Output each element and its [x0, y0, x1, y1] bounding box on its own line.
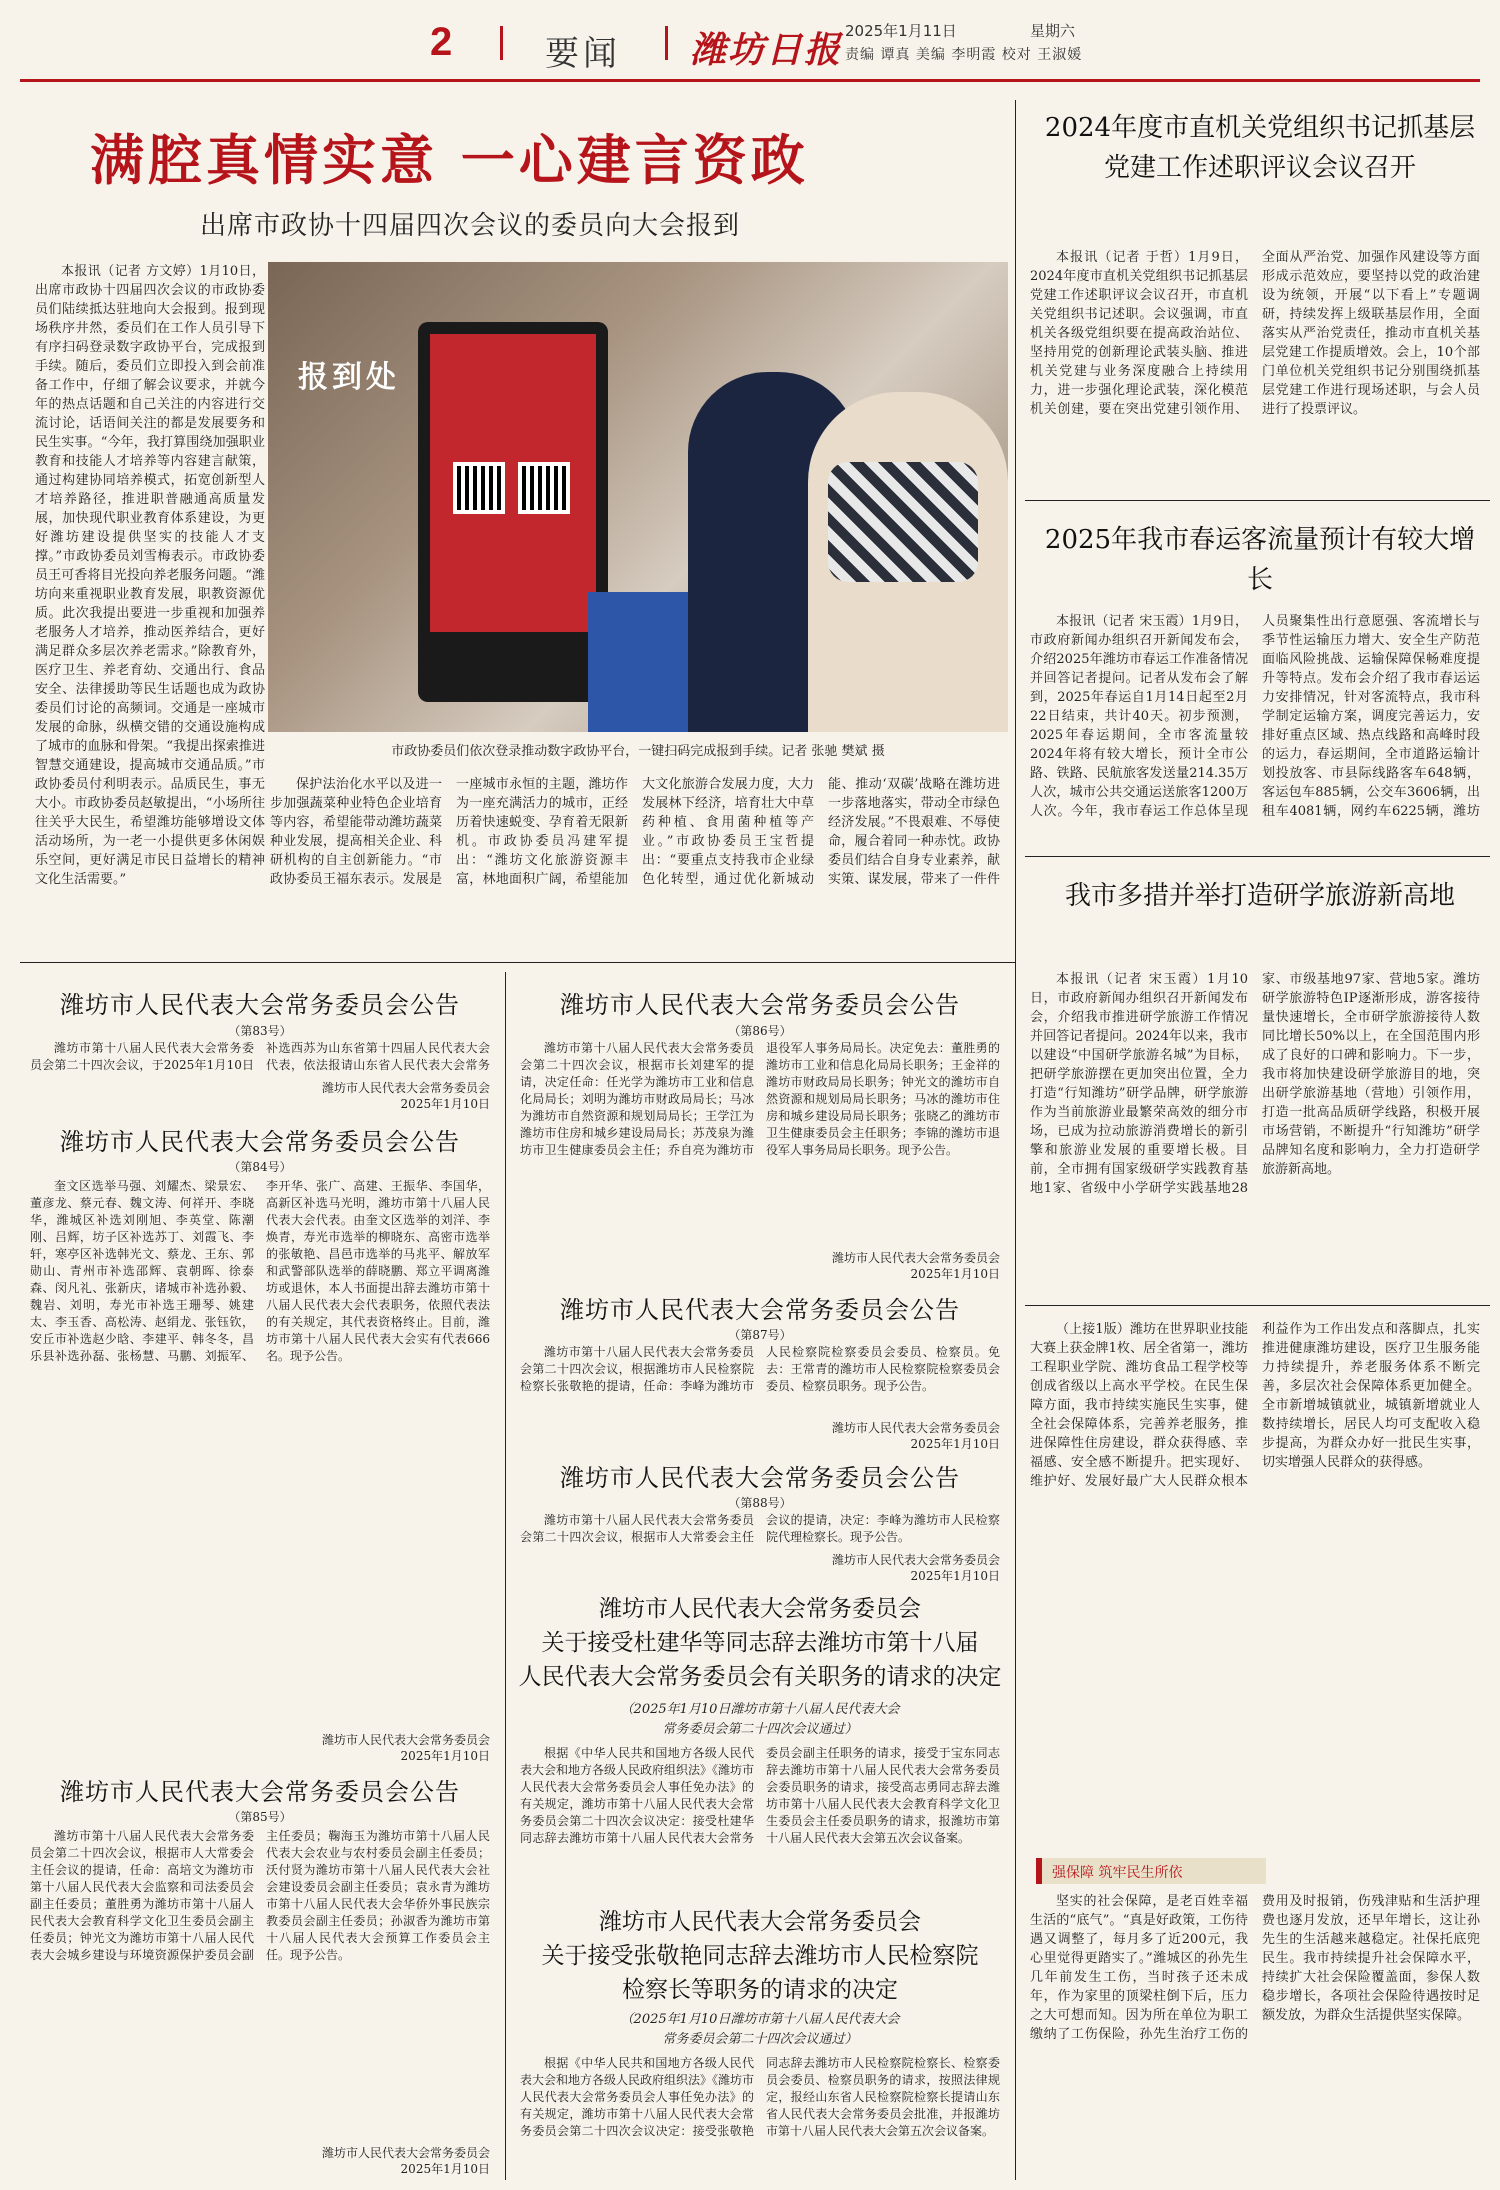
- announcement-87-title: 潍坊市人民代表大会常务委员会公告: [560, 1296, 960, 1324]
- decision-1-sub-line: （2025年1月10日潍坊市第十八届人民代表大会: [620, 1702, 900, 1717]
- decision-1-title-line: 潍坊市人民代表大会常务委员会: [599, 1596, 921, 1622]
- decision-2-title-line: 检察长等职务的请求的决定: [622, 1977, 898, 2003]
- decision-1-title-line: 关于接受杜建华等同志辞去潍坊市第十八届: [541, 1630, 979, 1656]
- side-story-1-body: [1030, 248, 1480, 483]
- side-story-1-text: 本报讯（记者 于哲）1月9日，2024年度市直机关党组织书记抓基层党建工作述职评议会议召开，市直机关党组织书记述职。会议强调，市直机关各级党组织要在提高政治站位、坚持用党的创新理论武装头脑、推进机关党建与业务深度融合上持续用力，进一步强化理论武装，深化模范机关创建，要在突出党建引领作用、全面从严治党、加强作风建设等方面形成示范效应，要坚持以党的政治建设为统领，开展“以下看上”专题调研，持续发挥上级联基层作用，全面落实从严治党责任，推动市直机关基层党建工作提质增效。会上，10个部门单位机关党组织书记分别围绕抓基层党建工作进行现场述职，与会人员进行了投票评议。: [1030, 250, 1480, 417]
- decision-1-title-line: 人民代表大会常务委员会有关职务的请求的决定: [518, 1664, 1002, 1690]
- qr-code-icon: [453, 462, 505, 514]
- side-story-5-text: 坚实的社会保障，是老百姓幸福生活的“底气”。“真是好政策，工伤待遇又调整了，每月多了近200元，我心里觉得更踏实了。”潍城区的孙先生几年前发生工伤，当时孩子还未成年，作为家里的顶梁柱倒下后，压力之大可想而知。因为所在单位为职工缴纳了工伤保险，孙先生治疗工伤的费用及时报销，伤残津贴和生活护理费也逐月发放，还早年增长，这让孙先生的生活越来越稳定。社保托底兜民生。我市持续提升社会保障水平，持续扩大社会保险覆盖面，参保人数稳步增长，各项社会保险待遇按时足额发放，为群众生活提供坚实保障。: [1030, 1894, 1480, 2042]
- announcement-85-signature: [250, 2145, 490, 2177]
- kiosk-sign-text: 报到处: [298, 360, 400, 395]
- decision-2-sub-line: 常务委员会第二十四次会议通过）: [662, 2032, 858, 2047]
- qr-code-icon: [518, 462, 570, 514]
- announcement-87-number: （第87号）: [728, 1328, 792, 1342]
- announcement-84-title: 潍坊市人民代表大会常务委员会公告: [60, 1128, 460, 1156]
- issue-date: 2025年1月11日: [845, 22, 957, 40]
- announcement-85-date: 2025年1月10日: [400, 2162, 490, 2176]
- announcement-85-body: [30, 1828, 490, 2138]
- scarf-illustration: [828, 462, 978, 582]
- column-rule: [505, 972, 506, 2180]
- side-story-3-headline: 我市多措并举打造研学旅游新高地: [1064, 881, 1455, 911]
- announcement-88-title: 潍坊市人民代表大会常务委员会公告: [560, 1464, 960, 1492]
- announcement-83-org: 潍坊市人民代表大会常务委员会: [321, 1081, 490, 1095]
- announcement-86-date: 2025年1月10日: [910, 1267, 1000, 1281]
- section-rule: [20, 962, 1015, 963]
- issue-weekday: 星期六: [1030, 22, 1076, 40]
- decision-1-subtitle: [515, 1700, 1005, 1740]
- announcement-86-number: （第86号）: [728, 1024, 792, 1038]
- masthead-divider: [665, 26, 668, 60]
- editor-credits: 责编 谭真 美编 李明霞 校对 王淑媛: [845, 47, 1083, 63]
- announcement-87-body: [520, 1344, 1000, 1419]
- announcement-87-date: 2025年1月10日: [910, 1437, 1000, 1451]
- side-story-4-text: （上接1版）潍坊在世界职业技能大赛上获金牌1枚、居全省第一，潍坊工程职业学院、潍坊食品工程学校等创成省级以上高水平学校。在民生保障方面，我市持续实施民生实事，健全社会保障体系，完善养老服务，推进保障性住房建设，群众获得感、幸福感、安全感不断提升。把实现好、维护好、发展好最广大人民群众根本利益作为工作出发点和落脚点，扎实推进健康潍坊建设，医疗卫生服务能力持续提升，养老服务体系不断完善，多层次社会保障体系更加健全。全市新增城镇就业，城镇新增就业人数持续增长，居民人均可支配收入稳步提高，为群众办好一批民生实事，切实增强人民群众的获得感。: [1030, 1322, 1480, 1489]
- column-rule: [1015, 100, 1016, 2180]
- photo-caption: 市政协委员们依次登录推动数字政协平台，一键扫码完成报到手续。记者 张驰 樊斌 摄: [391, 744, 885, 759]
- announcement-88-org: 潍坊市人民代表大会常务委员会: [831, 1553, 1000, 1567]
- decision-2-body: [520, 2055, 1000, 2180]
- lead-article-text-continued: 保护法治化水平以及进一步加强蔬菜种业特色企业培育等内容，希望能带动潍坊蔬菜种业发展，提高相关企业、科研机构的自主创新能力。“市政协委员王福东表示。发展是一座城市永恒的主题，潍坊作为一座充满活力的城市，正经历着快速蜕变、孕育着无限新机。市政协委员冯建军提出：“潍坊文化旅游资源丰富，林地面积广阔，希望能加大文化旅游合发展力度，大力发展林下经济，培育壮大中草药种植、食用菌种植等产业。”市政协委员王宝哲提出：“要重点支持我市企业绿色化转型，通过优化新城动能、推动‘双碳’战略在潍坊进一步落地落实，带动全市绿色经济发展。”不畏艰难、不辱使命，履合着同一种赤忱。政协委员们结合自身专业素养，献实策、谋发展，带来了一件件: [270, 777, 1000, 887]
- announcement-83-signature: [250, 1080, 490, 1112]
- section-tag: 强保障 筑牢民生所依: [1036, 1858, 1266, 1884]
- side-story-2-body: [1030, 612, 1480, 832]
- announcement-83-title: 潍坊市人民代表大会常务委员会公告: [60, 991, 460, 1019]
- kiosk-illustration: [418, 322, 608, 702]
- announcement-88-text: 潍坊市第十八届人民代表大会常务委员会第二十四次会议，根据市人大常委会主任会议的提请，决定：李峰为潍坊市人民检察院代理检察长。现予公告。: [520, 1513, 1000, 1544]
- announcement-88-body: [520, 1512, 1000, 1550]
- announcement-84-number: （第84号）: [228, 1160, 292, 1174]
- announcement-84-body: [30, 1178, 490, 1728]
- announcement-87-text: 潍坊市第十八届人民代表大会常务委员会第二十四次会议，根据潍坊市人民检察院检察长张敬艳的提请，任命：李峰为潍坊市人民检察院检察委员会委员、检察员。免去：王常青的潍坊市人民检察院检察委员会委员、检察员职务。现予公告。: [520, 1345, 1000, 1393]
- section-rule: [1025, 856, 1490, 857]
- section-name: 要闻: [545, 34, 621, 74]
- decision-1-body: [520, 1745, 1000, 1895]
- announcement-88-date: 2025年1月10日: [910, 1569, 1000, 1583]
- announcement-84-date: 2025年1月10日: [400, 1749, 490, 1763]
- decision-2-title: [515, 1905, 1005, 2007]
- page-number: 2: [430, 20, 453, 64]
- side-story-3-body: [1030, 970, 1480, 1292]
- side-story-2-text: 本报讯（记者 宋玉霞）1月9日，市政府新闻办组织召开新闻发布会，介绍2025年潍坊市春运工作准备情况并回答记者提问。记者从发布会了解到，2025年春运自1月14日起至2月22日结束，共计40天。初步预测，2025年春运期间，全市客流量较2024年将有较大增长，预计全市公路、铁路、民航旅客发送量214.35万人次，城市公共交通运送旅客1200万人次。今年，我市春运工作总体呈现人员聚集性出行意愿强、客流增长与季节性运输压力增大、安全生产防范面临风险挑战、运输保障保畅难度提升等特点。发布会介绍了我市春运运力安排情况，针对客流特点，我市科学制定运输方案，调度完善运力，安排好重点区域、热点线路和高峰时段的运力，春运期间，全市道路运输计划投放客、市县际线路客车648辆，客运包车885辆，公交车3606辆，出租车4081辆，网约车6225辆，潍坊: [1030, 614, 1480, 819]
- announcement-83-date: 2025年1月10日: [400, 1097, 490, 1111]
- lead-article-text: 本报讯（记者 方文婷）1月10日，出席市政协十四届四次会议的市政协委员们陆续抵达驻地向大会报到。报到现场秩序井然，委员们在工作人员引导下有序扫码登录数字政协平台，完成报到手续。随后，委员们立即投入到会前准备工作中，仔细了解会议要求，并就今年的热点话题和自己关注的内容进行交流讨论，话语间关注的都是发展要务和民生实事。“今年，我打算围绕加强职业教育和技能人才培养等内容建言献策，通过构建协同培养模式，拓宽创新型人才培养路径，推进职普融通高质量发展，加快现代职业教育体系建设，为更好潍坊建设提供坚实的技能人才支撑。”市政协委员刘雪梅表示。市政协委员王可香将目光投向养老服务问题。“潍坊向来重视职业教育发展，职教资源优质。此次我提出要进一步重视和加强养老服务人才培养，推动医养结合，更好满足群众多层次养老需求。”除教育外，医疗卫生、养老育幼、交通出行、食品安全、法律援助等民生话题也成为政协委员们讨论的高频词。交通是一座城市发展的命脉，纵横交错的交通设施构成了城市的血脉和骨架。“我提出探索推进智慧交通建设，提高城市交通品质。”市政协委员付利明表示。品质民生，事无大小。市政协委员赵敏提出，“小场所往往关乎大民生，希望潍坊能够增设文体活动场所，为一老一小提供更多休闲娱乐空间，更好满足市民日益增长的精神文化生活需要。”: [35, 264, 265, 887]
- side-story-2-headline: 2025年我市春运客流量预计有较大增长: [1044, 525, 1476, 595]
- decision-1-sub-line: 常务委员会第二十四次会议通过）: [662, 1722, 858, 1737]
- section-rule: [1025, 500, 1490, 501]
- announcement-84-org: 潍坊市人民代表大会常务委员会: [321, 1733, 490, 1747]
- announcement-83-number: （第83号）: [228, 1024, 292, 1038]
- announcement-88-signature: [760, 1552, 1000, 1584]
- lead-headline: 满腔真情实意 一心建言资政: [90, 128, 809, 192]
- lead-article-column: [35, 262, 265, 902]
- masthead-divider: [500, 26, 503, 60]
- lead-subheadline: 出席市政协十四届四次会议的委员向大会报到: [200, 211, 741, 241]
- announcement-85-title: 潍坊市人民代表大会常务委员会公告: [60, 1778, 460, 1806]
- decision-2-subtitle: [515, 2010, 1005, 2050]
- announcement-84-signature: [250, 1732, 490, 1764]
- lead-photo: [268, 262, 1008, 732]
- side-story-3-text: 本报讯（记者 宋玉霞）1月10日，市政府新闻办组织召开新闻发布会，介绍我市推进研学旅游工作情况并回答记者提问。2024年以来，我市以建设“中国研学旅游名城”为目标，把研学旅游摆在更加突出位置，全力打造“行知潍坊”研学品牌，研学旅游作为当前旅游业最繁荣高效的细分市场，已成为拉动旅游消费增长的新引擎和旅游业发展的重要增长极。目前，全市拥有国家级研学实践教育基地1家、省级中小学研学实践基地28家、市级基地97家、营地5家。潍坊研学旅游特色IP逐渐形成，游客接待量快速增长，全市研学旅游接待人数同比增长50%以上，在全国范围内形成了良好的口碑和影响力。下一步，我市将加快建设研学旅游目的地，突出研学旅游基地（营地）引领作用，打造一批高品质研学线路，积极开展市场营销，不断提升“行知潍坊”研学品牌知名度和影响力，全力打造研学旅游新高地。: [1030, 972, 1480, 1196]
- announcement-85-number: （第85号）: [228, 1810, 292, 1824]
- announcement-87-org: 潍坊市人民代表大会常务委员会: [831, 1421, 1000, 1435]
- announcement-85-org: 潍坊市人民代表大会常务委员会: [321, 2146, 490, 2160]
- paper-name: 潍坊日报: [690, 29, 843, 71]
- announcement-87-signature: [760, 1420, 1000, 1452]
- announcement-88-number: （第88号）: [728, 1496, 792, 1510]
- announcement-86-body: [520, 1040, 1000, 1250]
- masthead: [20, 12, 1480, 82]
- decision-1-text: 根据《中华人民共和国地方各级人民代表大会和地方各级人民政府组织法》《潍坊市人民代表大会常务委员会人事任免办法》的有关规定，潍坊市第十八届人民代表大会常务委员会第二十四次会议决定：接受杜建华同志辞去潍坊市第十八届人民代表大会常务委员会副主任职务的请求，接受于宝东同志辞去潍坊市第十八届人民代表大会常务委员会委员职务的请求，接受高志勇同志辞去潍坊市第十八届人民代表大会教育科学文化卫生委员会主任委员职务的请求，报潍坊市第十八届人民代表大会第五次会议备案。: [520, 1746, 1000, 1845]
- decision-2-title-line: 潍坊市人民代表大会常务委员会: [599, 1909, 921, 1935]
- decision-2-title-line: 关于接受张敬艳同志辞去潍坊市人民检察院: [541, 1943, 979, 1969]
- announcement-86-title: 潍坊市人民代表大会常务委员会公告: [560, 991, 960, 1019]
- announcement-83-body: [30, 1040, 490, 1080]
- side-story-4-body: [1030, 1320, 1480, 1850]
- lead-article-continued: [270, 775, 1000, 903]
- announcement-85-text: 潍坊市第十八届人民代表大会常务委员会第二十四次会议，根据市人大常委会主任会议的提请，任命：高培文为潍坊市第十八届人民代表大会监察和司法委员会副主任委员；董胜勇为潍坊市第十八届人民代表大会教育科学文化卫生委员会副主任委员；钟光文为潍坊市第十八届人民代表大会城乡建设与环境资源保护委员会副主任委员；鞠海玉为潍坊市第十八届人民代表大会农业与农村委员会副主任委员；沃付贤为潍坊市第十八届人民代表大会社会建设委员会副主任委员；袁永青为潍坊市第十八届人民代表大会华侨外事民族宗教委员会副主任委员；孙淑香为潍坊市第十八届人民代表大会预算工作委员会主任。现予公告。: [30, 1829, 490, 1962]
- announcement-86-signature: [760, 1250, 1000, 1282]
- announcement-86-text: 潍坊市第十八届人民代表大会常务委员会第二十四次会议，根据市长刘建军的提请，决定任命：任光学为潍坊市工业和信息化局局长；刘明为潍坊市财政局局长；马冰为潍坊市自然资源和规划局局长；王学江为潍坊市住房和城乡建设局局长；苏茂泉为潍坊市卫生健康委员会主任；乔自亮为潍坊市退役军人事务局局长。决定免去：董胜勇的潍坊市工业和信息化局局长职务；王金祥的潍坊市财政局局长职务；钟光文的潍坊市自然资源和规划局局长职务；马冰的潍坊市住房和城乡建设局局长职务；张晓乙的潍坊市卫生健康委员会主任职务；李锦的潍坊市退役军人事务局局长职务。现予公告。: [520, 1041, 1000, 1157]
- announcement-86-org: 潍坊市人民代表大会常务委员会: [831, 1251, 1000, 1265]
- decision-1-title: [515, 1592, 1005, 1694]
- side-story-5-body: [1030, 1892, 1480, 2177]
- decision-2-text: 根据《中华人民共和国地方各级人民代表大会和地方各级人民政府组织法》《潍坊市人民代表大会常务委员会人事任免办法》的有关规定，潍坊市第十八届人民代表大会常务委员会第二十四次会议决定：接受张敬艳同志辞去潍坊市人民检察院检察长、检察委员会委员、检察员职务的请求，按照法律规定，报经山东省人民检察院检察长提请山东省人民代表大会常务委员会批准，并报潍坊市第十八届人民代表大会第五次会议备案。: [520, 2056, 1000, 2138]
- announcement-84-text: 奎文区选举马强、刘耀杰、梁景宏、董彦龙、蔡元春、魏文涛、何祥开、李晓华，潍城区补选刘刚旭、李英堂、陈潮刚、吕辉，坊子区补选苏丁、刘霞飞、李轩，寒亭区补选韩光文、蔡龙、王东、郭勋山、青州市补选邵辉、袁朝晖、徐泰森、闵凡礼、张新庆，诸城市补选孙毅、魏岩、刘明，寿光市补选王珊琴、姚建太、李玉香、高松涛、赵绢龙、张钰钦，安丘市补选赵少晗、李建平、韩冬冬，昌乐县补选孙磊、张杨慧、马鹏、刘振军、李开华、张广、高建、王振华、李国华，高新区补选马光明，潍坊市第十八届人民代表大会代表。由奎文区选举的刘洋、李焕青，寿光市选举的柳晓东、高密市选举的张敏艳、昌邑市选举的马兆平、解放军和武警部队选举的薛晓鹏、郑立平调离潍坊或退休，本人书面提出辞去潍坊市第十八届人民代表大会代表职务，依照代表法的有关规定，其代表资格终止。目前，潍坊市第十八届人民代表大会实有代表666名。现予公告。: [30, 1179, 490, 1363]
- side-story-1-headline: 2024年度市直机关党组织书记抓基层党建工作述职评议会议召开: [1044, 113, 1476, 183]
- section-rule: [1025, 1305, 1490, 1306]
- decision-2-sub-line: （2025年1月10日潍坊市第十八届人民代表大会: [620, 2012, 900, 2027]
- announcement-83-text: 潍坊市第十八届人民代表大会常务委员会第二十四次会议，于2025年1月10日补选西苏为山东省第十四届人民代表大会代表，依法报请山东省人民代表大会常务: [30, 1041, 490, 1072]
